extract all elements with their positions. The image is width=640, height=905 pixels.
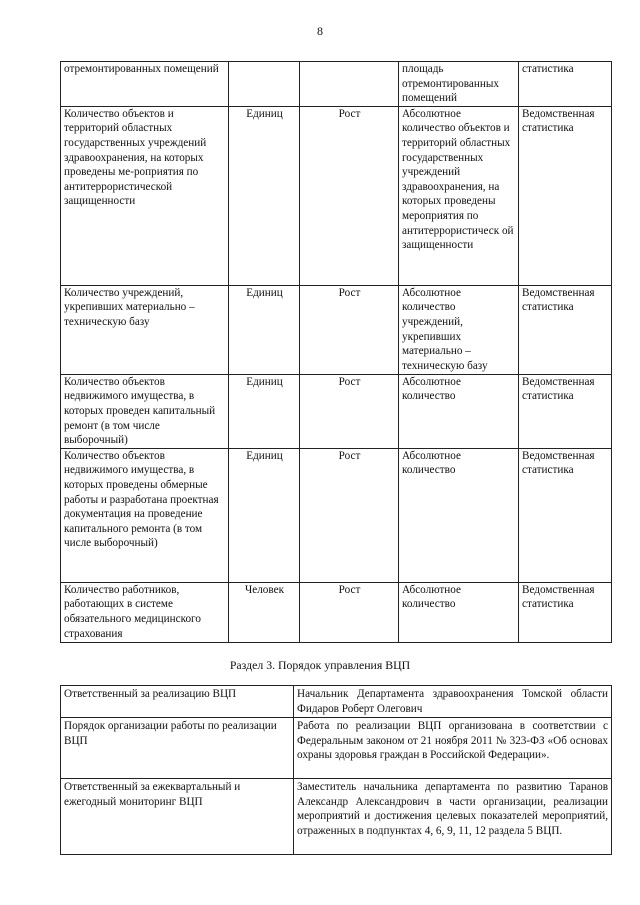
unit-cell: Единиц (229, 106, 300, 285)
management-value-cell: Работа по реализации ВЦП организована в соответствии с Федеральным законом от 21 ноября 2011 № 323-ФЗ «Об основах охраны здоровья граждан в Российской Федерации». (294, 718, 612, 779)
source-cell: Ведомственная статистика (519, 448, 612, 582)
source-cell: Ведомственная статистика (519, 582, 612, 642)
management-label-cell: Ответственный за реализацию ВЦП (61, 686, 294, 718)
management-value-cell: Начальник Департамента здравоохранения Томской области Фидаров Роберт Олегович (294, 686, 612, 718)
method-cell: Абсолютное количество (399, 448, 519, 582)
table-row (61, 686, 612, 718)
indicator-name-cell: Количество объектов недвижимого имущества, в которых проведены обмерные работы и разработана проектная документация на проведение капитального ремонта (в том числе выборочный) (61, 448, 229, 582)
unit-cell: Человек (229, 582, 300, 642)
table-row (61, 582, 612, 642)
unit-cell (229, 62, 300, 107)
method-cell: Абсолютное количество (399, 582, 519, 642)
unit-cell: Единиц (229, 448, 300, 582)
table-row (61, 106, 612, 285)
table-row (61, 448, 612, 582)
table-row (61, 374, 612, 448)
page-number: 8 (317, 24, 323, 38)
unit-cell: Единиц (229, 374, 300, 448)
table-row (61, 62, 612, 107)
method-cell: Абсолютное количество объектов и территорий областных государственных учреждений здравоохранения, на которых проведены мероприятия по антитеррористическ ой защищенности (399, 106, 519, 285)
source-cell: Ведомственная статистика (519, 106, 612, 285)
method-cell: Абсолютное количество учреждений, укрепивших материально – техническую базу (399, 285, 519, 374)
source-cell: статистика (519, 62, 612, 107)
indicator-name-cell: Количество объектов и территорий областных государственных учреждений здравоохранения, на которых проведены ме-роприятия по антитеррористической защищенности (61, 106, 229, 285)
management-label-cell: Ответственный за ежеквартальный и ежегодный мониторинг ВЦП (61, 779, 294, 855)
management-table (60, 685, 612, 855)
direction-cell: Рост (300, 582, 399, 642)
table-row (61, 718, 612, 779)
method-cell: площадь отремонтированных помещений (399, 62, 519, 107)
direction-cell: Рост (300, 448, 399, 582)
unit-cell: Единиц (229, 285, 300, 374)
indicator-name-cell: Количество работников, работающих в системе обязательного медицинского страхования (61, 582, 229, 642)
indicator-name-cell: Количество учреждений, укрепивших материально – техническую базу (61, 285, 229, 374)
method-cell: Абсолютное количество (399, 374, 519, 448)
management-label-cell: Порядок организации работы по реализации ВЦП (61, 718, 294, 779)
indicator-name-cell: Количество объектов недвижимого имущества, в которых проведен капитальный ремонт (в том числе выборочный) (61, 374, 229, 448)
direction-cell: Рост (300, 106, 399, 285)
direction-cell: Рост (300, 374, 399, 448)
direction-cell (300, 62, 399, 107)
indicator-name-cell: отремонтированных помещений (61, 62, 229, 107)
direction-cell: Рост (300, 285, 399, 374)
table-row (61, 779, 612, 855)
table-row (61, 285, 612, 374)
source-cell: Ведомственная статистика (519, 285, 612, 374)
source-cell: Ведомственная статистика (519, 374, 612, 448)
management-value-cell: Заместитель начальника департамента по развитию Таранов Александр Александрович в части организации, реализации мероприятий и достижения целевых показателей мероприятий, отраженных в подпунктах 4, 6, 9, 11, 12 раздела 5 ВЦП. (294, 779, 612, 855)
indicators-table (60, 61, 612, 643)
section-title: Раздел 3. Порядок управления ВЦП (229, 658, 411, 672)
